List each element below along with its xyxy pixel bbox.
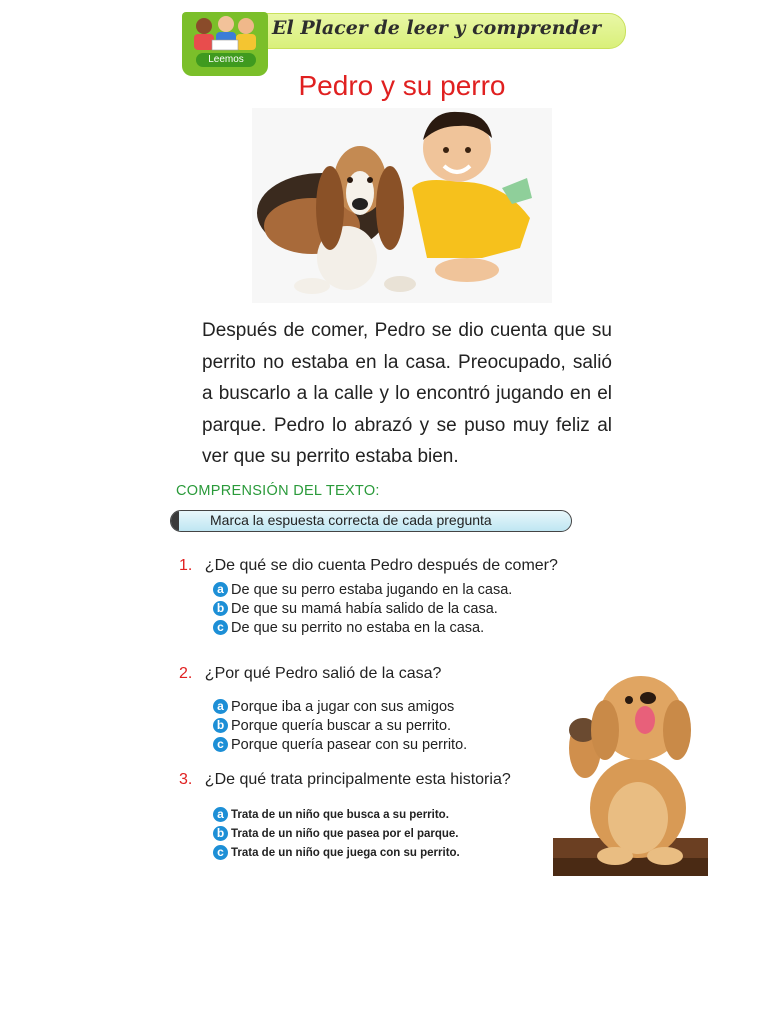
answer-option[interactable] — [213, 716, 467, 735]
option-letter-badge: c — [213, 845, 228, 860]
answer-option[interactable] — [213, 824, 460, 843]
question-text: ¿De qué se dio cuenta Pedro después de comer? — [204, 557, 558, 574]
question-2 — [179, 665, 441, 683]
option-text: Porque iba a jugar con sus amigos — [231, 698, 455, 715]
option-text: Trata de un niño que busca a su perrito. — [231, 808, 449, 821]
question-number: 3. — [179, 771, 193, 788]
question-2-options — [213, 697, 467, 754]
instruction-text: Marca la espuesta correcta de cada pregunta — [210, 512, 492, 528]
question-3 — [179, 771, 511, 789]
option-letter-badge: a — [213, 699, 228, 714]
option-text: Porque quería buscar a su perrito. — [231, 717, 452, 734]
question-1 — [179, 557, 558, 575]
logo-label: Leemos — [196, 53, 256, 67]
question-number: 2. — [179, 665, 193, 682]
answer-option[interactable] — [213, 618, 512, 637]
option-letter-badge: a — [213, 582, 228, 597]
question-number: 1. — [179, 557, 193, 574]
answer-option[interactable] — [213, 735, 467, 754]
option-letter-badge: c — [213, 620, 228, 635]
option-text: De que su perro estaba jugando en la casa. — [231, 581, 513, 598]
answer-option[interactable] — [213, 580, 512, 599]
option-letter-badge: b — [213, 718, 228, 733]
boy-and-dog-image — [252, 108, 552, 303]
banner-title: El Placer de leer y comprender — [272, 17, 602, 39]
option-text: Porque quería pasear con su perrito. — [231, 736, 468, 753]
story-title: Pedro y su perro — [298, 70, 506, 101]
option-letter-badge: b — [213, 826, 228, 841]
option-letter-badge: a — [213, 807, 228, 822]
answer-option[interactable] — [213, 697, 467, 716]
option-text: Trata de un niño que juega con su perrito. — [231, 846, 460, 859]
option-text: De que su perrito no estaba en la casa. — [231, 619, 485, 636]
question-3-options — [213, 805, 460, 862]
answer-option[interactable] — [213, 805, 460, 824]
story-paragraph: Después de comer, Pedro se dio cuenta que su perrito no estaba en la casa. Preocupado, salió a buscarlo a la calle y lo encontró jugando en el parque. Pedro lo abrazó y se puso muy feliz al ver que su perrito estaba bien. — [202, 320, 612, 467]
option-letter-badge: b — [213, 601, 228, 616]
section-heading: COMPRENSIÓN DEL TEXTO: — [176, 483, 380, 499]
option-text: De que su mamá había salido de la casa. — [231, 600, 498, 617]
option-letter-badge: c — [213, 737, 228, 752]
question-text: ¿De qué trata principalmente esta historia? — [204, 771, 511, 788]
reading-children-icon — [182, 12, 268, 54]
question-1-options — [213, 580, 512, 637]
puppy-image — [553, 668, 708, 876]
question-text: ¿Por qué Pedro salió de la casa? — [204, 665, 442, 682]
answer-option[interactable] — [213, 599, 512, 618]
answer-option[interactable] — [213, 843, 460, 862]
option-text: Trata de un niño que pasea por el parque. — [231, 827, 459, 840]
